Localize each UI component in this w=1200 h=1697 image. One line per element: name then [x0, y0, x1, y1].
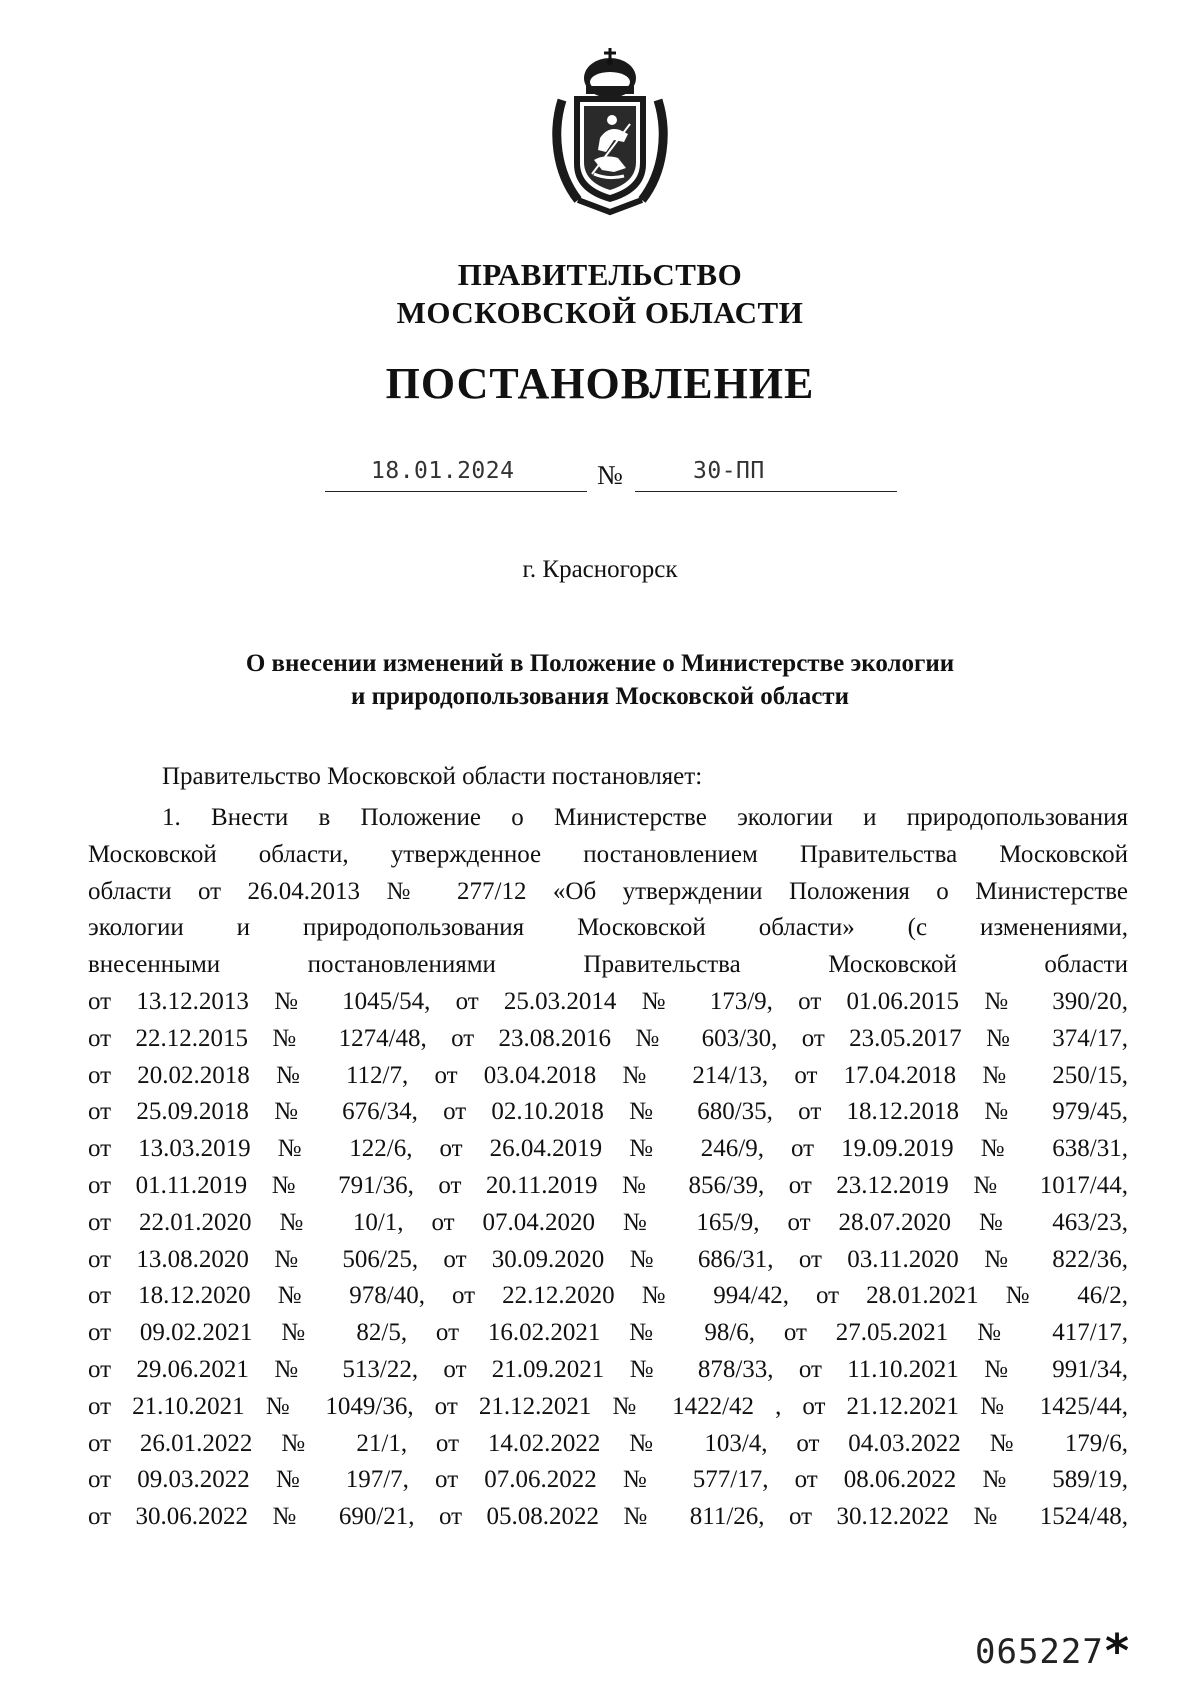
number-sign: №: [597, 460, 623, 490]
coat-of-arms-icon: [548, 42, 672, 218]
intro-paragraph: Правительство Московской области постановляет:: [162, 763, 703, 790]
number-blank-line: [635, 457, 897, 492]
body-line: от 22.01.2020 № 10/1, от 07.04.2020 № 165/9, от 28.07.2020 № 463/23,: [88, 1208, 1128, 1236]
body-line: от 13.03.2019 № 122/6, от 26.04.2019 № 246/9, от 19.09.2019 № 638/31,: [88, 1135, 1128, 1163]
body-line: от 25.09.2018 № 676/34, от 02.10.2018 № 680/35, от 18.12.2018 № 979/45,: [88, 1098, 1128, 1126]
body-line: от 13.12.2013 № 1045/54, от 25.03.2014 № 173/9, от 01.06.2015 № 390/20,: [88, 987, 1128, 1015]
body-line: от 21.10.2021 № 1049/36, от 21.12.2021 № 1422/42 , от 21.12.2021 № 1425/44,: [88, 1392, 1128, 1420]
body-line: от 20.02.2018 № 112/7, от 03.04.2018 № 214/13, от 17.04.2018 № 250/15,: [88, 1061, 1128, 1089]
body-line: 1. Внести в Положение о Министерстве экологии и природопользования: [162, 804, 1128, 831]
body-line: от 29.06.2021 № 513/22, от 21.09.2021 № 878/33, от 11.10.2021 № 991/34,: [88, 1355, 1128, 1383]
document-title-line-1: О внесении изменений в Положение о Министерстве экологии: [245, 650, 955, 677]
body-line: Московской области, утвержденное постановлением Правительства Московской: [88, 840, 1128, 868]
city: г. Красногорск: [522, 556, 678, 583]
registration-row: [325, 458, 900, 498]
body-line: экологии и природопользования Московской области» (с изменениями,: [88, 914, 1128, 942]
body-line: внесенными постановлениями Правительства Московской области: [88, 951, 1128, 979]
organization-name-line-2: МОСКОВСКОЙ ОБЛАСТИ: [396, 295, 804, 330]
document-type: ПОСТАНОВЛЕНИЕ: [385, 359, 815, 408]
body-line: от 22.12.2015 № 1274/48, от 23.08.2016 № 603/30, от 23.05.2017 № 374/17,: [88, 1024, 1128, 1052]
body-line: области от 26.04.2013 № 277/12 «Об утверждении Положения о Министерстве: [88, 877, 1128, 905]
asterisk-mark: *: [1105, 1624, 1130, 1678]
body-line: от 13.08.2020 № 506/25, от 30.09.2020 № 686/31, от 03.11.2020 № 822/36,: [88, 1245, 1128, 1273]
document-number: 30-ПП: [693, 458, 765, 484]
document-date: 18.01.2024: [371, 458, 515, 484]
body-line: от 09.02.2021 № 82/5, от 16.02.2021 № 98/6, от 27.05.2021 № 417/17,: [88, 1319, 1128, 1347]
body-paragraph: [88, 800, 1128, 1536]
body-line: от 26.01.2022 № 21/1, от 14.02.2022 № 103/4, от 04.03.2022 № 179/6,: [88, 1429, 1128, 1457]
document-title-line-2: и природопользования Московской области: [350, 683, 849, 710]
organization-name-line-1: ПРАВИТЕЛЬСТВО: [457, 257, 743, 292]
serial-number: 065227: [975, 1632, 1104, 1672]
body-line: от 01.11.2019 № 791/36, от 20.11.2019 № 856/39, от 23.12.2019 № 1017/44,: [88, 1171, 1128, 1199]
body-line: от 30.06.2022 № 690/21, от 05.08.2022 № 811/26, от 30.12.2022 № 1524/48,: [88, 1503, 1128, 1531]
body-line: от 09.03.2022 № 197/7, от 07.06.2022 № 577/17, от 08.06.2022 № 589/19,: [88, 1466, 1128, 1494]
body-line: от 18.12.2020 № 978/40, от 22.12.2020 № 994/42, от 28.01.2021 № 46/2,: [88, 1282, 1128, 1310]
